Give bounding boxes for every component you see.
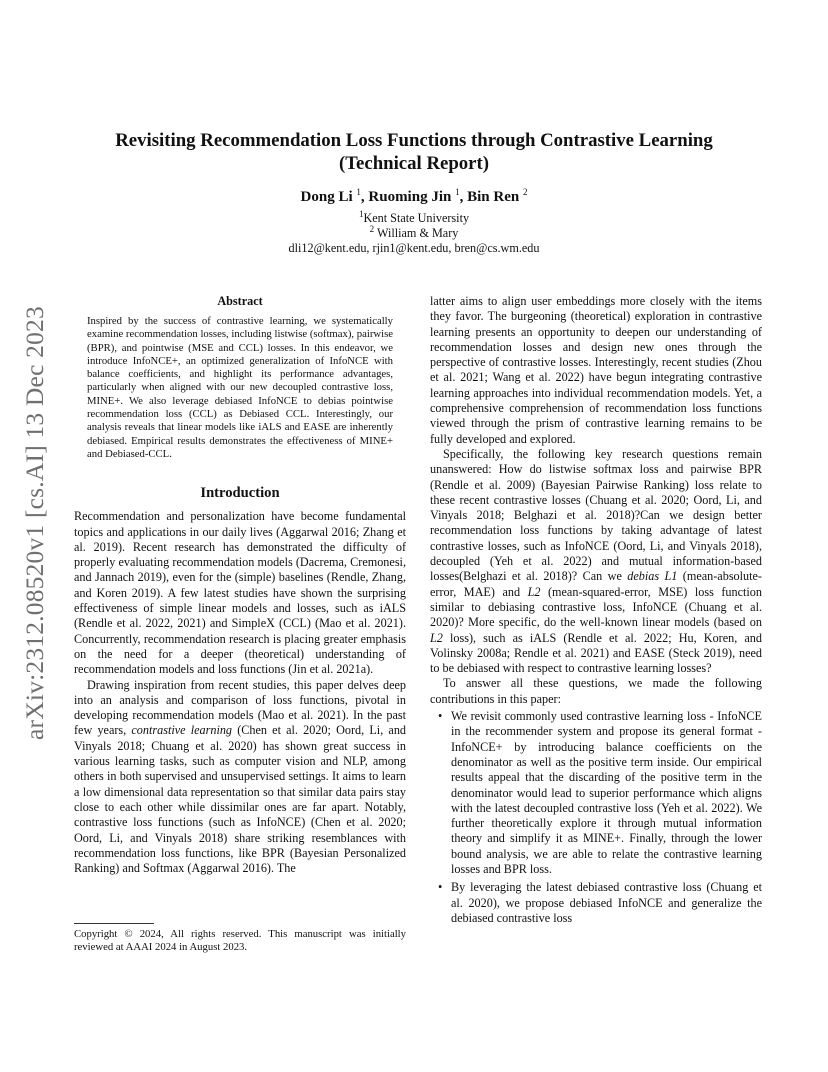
affiliation-name: William & Mary [374,226,459,240]
paper-header [74,129,754,256]
author-affiliation-mark: 1 [455,187,460,197]
title-line-1: Revisiting Recommendation Loss Functions through Contrastive Learning [115,130,713,151]
intro-paragraph-1: Recommendation and personalization have become fundamental topics and applications in our daily lives (Aggarwal 2016; Zhang et al. 2019). Recent research has demonstrated the difficulty of properly evaluating recommendation models (Dacrema, Cremonesi, and Jannach 2019), even for the (simple) baselines (Rendle, Zhang, and Koren 2019). A few latest studies have shown the surprising effectiveness of simple linear models and losses, such as iALS (Rendle et al. 2022, 2021) and SimpleX (CCL) (Mao et al. 2021). Concurrently, recommendation research is placing greater emphasis on the need for a deeper (theoretical) understanding of recommendation models and loss functions (Jin et al. 2021a). [74,509,406,677]
copyright-footnote: Copyright © 2024, All rights reserved. This manuscript was initially reviewed at AAAI 2024 in August 2023. [74,928,406,954]
abstract-heading: Abstract [217,294,263,308]
arxiv-identifier: arXiv:2312.08520v1 [cs.AI] 13 Dec 2023 [20,306,49,740]
emphasis-text: debias L1 [627,569,678,584]
list-item-text: By leveraging the latest debiased contrastive loss (Chuang et al. 2020), we propose debiased InfoNCE and generalize the debiased contrastive loss [451,880,762,925]
emphasis-text: contrastive learning [131,723,233,738]
list-item-text: We revisit commonly used contrastive learning loss - InfoNCE in the recommender system and propose its general format - InfoNCE+ by introducing balance coefficients on the denominator as well as the positive term inside. Our empirical results appeal that the discarding of the positive term in the denominator would lead to superior performance which aligns with the latest decoupled contrastive loss (Yeh et al. 2022). We further theoretically explore it through mutual information theory and simplify it as MINE+. Finally, through the lower bound analysis, we are able to relate the contrastive learning losses and BPR loss. [451,709,762,876]
paper-title [74,129,754,175]
author-affiliation-mark: 2 [522,187,528,197]
intro-paragraph-4 [430,447,762,676]
affiliation-name: Kent State University [363,211,470,225]
intro-paragraph-3: latter aims to align user embeddings more closely with the items they favor. The burgeoning (theoretical) exploration in contrastive learning presents an opportunity to deepen our understanding of recommendation losses and design new ones through the perspective of contrastive losses. Interestingly, recent studies (Zhou et al. 2021; Wang et al. 2022) have begun integrating contrastive learning approaches into individual recommendation models. Yet, a comprehensive comprehension of recommendation loss functions viewed through the prism of contrastive learning remains to be fully developed and explored. [430,294,762,446]
list-item [430,709,762,877]
introduction-heading: Introduction [200,485,280,502]
author-name: Bin Ren [467,189,520,205]
paragraph-text: Specifically, the following key research questions remain unanswered: How do listwise softmax loss and pairwise BPR (Rendle et al. 2009) (Bayesian Pairwise Ranking) loss relate to these recent contrastive losses (Chuang et al. 2020; Oord, Li, and Vinyals 2018; Belghazi et al. 2018)?Can we design better recommendation loss functions by taking advantage of latest contrastive losses, such as InfoNCE (Oord, Li, and Vinyals 2018), decoupled (Yeh et al. 2022) and mutual information-based losses(Belghazi et al. 2018)? Can we [430,446,762,584]
author-separator: , [459,189,468,205]
right-column [430,294,762,929]
author-name: Ruoming Jin [368,189,452,205]
affiliation-mark: 1 [358,208,364,219]
paragraph-text: (mean-absolute-error, MAE) and [430,569,762,599]
contribution-list [430,709,762,926]
intro-paragraph-2 [74,678,406,877]
author-list [74,188,754,207]
abstract-body: Inspired by the success of contrastive learning, we systematically examine recommendation losses, including listwise (softmax), pairwise (BPR), and pointwise (MSE and CCL) losses. In this endeavor, we introduce InfoNCE+, an optimized generalization of InfoNCE with balance coefficients, and highlight its performance advantages, particularly when aligned with our new decoupled contrastive loss, MINE+. We also leverage debiased InfoNCE to debias pointwise recommendation loss (CCL) as Debiased CCL. Interestingly, our analysis reveals that linear models like iALS and EASE are inherently debiased. Empirical results demonstrates the effectiveness of MINE+ and Debiased-CCL. [87,315,393,460]
affiliation-2 [74,223,754,241]
affiliation-mark: 2 [369,223,375,234]
affiliation-1 [74,208,754,226]
bullet-icon: • [438,880,443,895]
paragraph-text: loss), such as iALS (Rendle et al. 2022; Hu, Koren, and Volinsky 2008a; Rendle et al. 2021) and EASE (Steck 2019), need to be debiased with respect to contrastive learning losses? [430,630,762,676]
paragraph-text: Drawing inspiration from recent studies, this paper delves deep into an analysis and comparison of loss functions, pivotal in developing recommendation models (Mao et al. 2021). In the past few years, [74,677,406,738]
author-emails: dli12@kent.edu, rjin1@kent.edu, bren@cs.wm.edu [288,241,540,255]
intro-paragraph-5: To answer all these questions, we made the following contributions in this paper: [430,676,762,706]
arxiv-sidebar [12,288,58,758]
paragraph-text: (mean-squared-error, MSE) loss function similar to debiasing contrastive loss, InfoNCE (Chuang et al. 2020)? More specific, do the well-known linear models (based on [430,584,762,630]
left-column [74,294,406,876]
emphasis-text: L2 [527,584,541,599]
footnote-divider [74,923,154,924]
list-item [430,880,762,926]
author-affiliation-mark: 1 [356,187,361,197]
bullet-icon: • [438,709,443,724]
author-name: Dong Li [300,189,353,205]
author-separator: , [360,189,369,205]
title-line-2: (Technical Report) [338,153,490,174]
paragraph-text: (Chen et al. 2020; Oord, Li, and Vinyals 2018; Chuang et al. 2020) has shown great success in various learning tasks, such as computer vision and NLP, among others in both supervised and unsupervised settings. It aims to learn a low dimensional data representation so that similar data pairs stay close to each other while dissimilar ones are far apart. Notably, contrastive loss functions (such as InfoNCE) (Chen et al. 2020; Oord, Li, and Vinyals 2018) share striking resemblances with recommendation loss functions, like BPR (Bayesian Personalized Ranking) and Softmax (Aggarwal 2016). The [74,723,407,876]
emphasis-text: L2 [430,630,443,645]
